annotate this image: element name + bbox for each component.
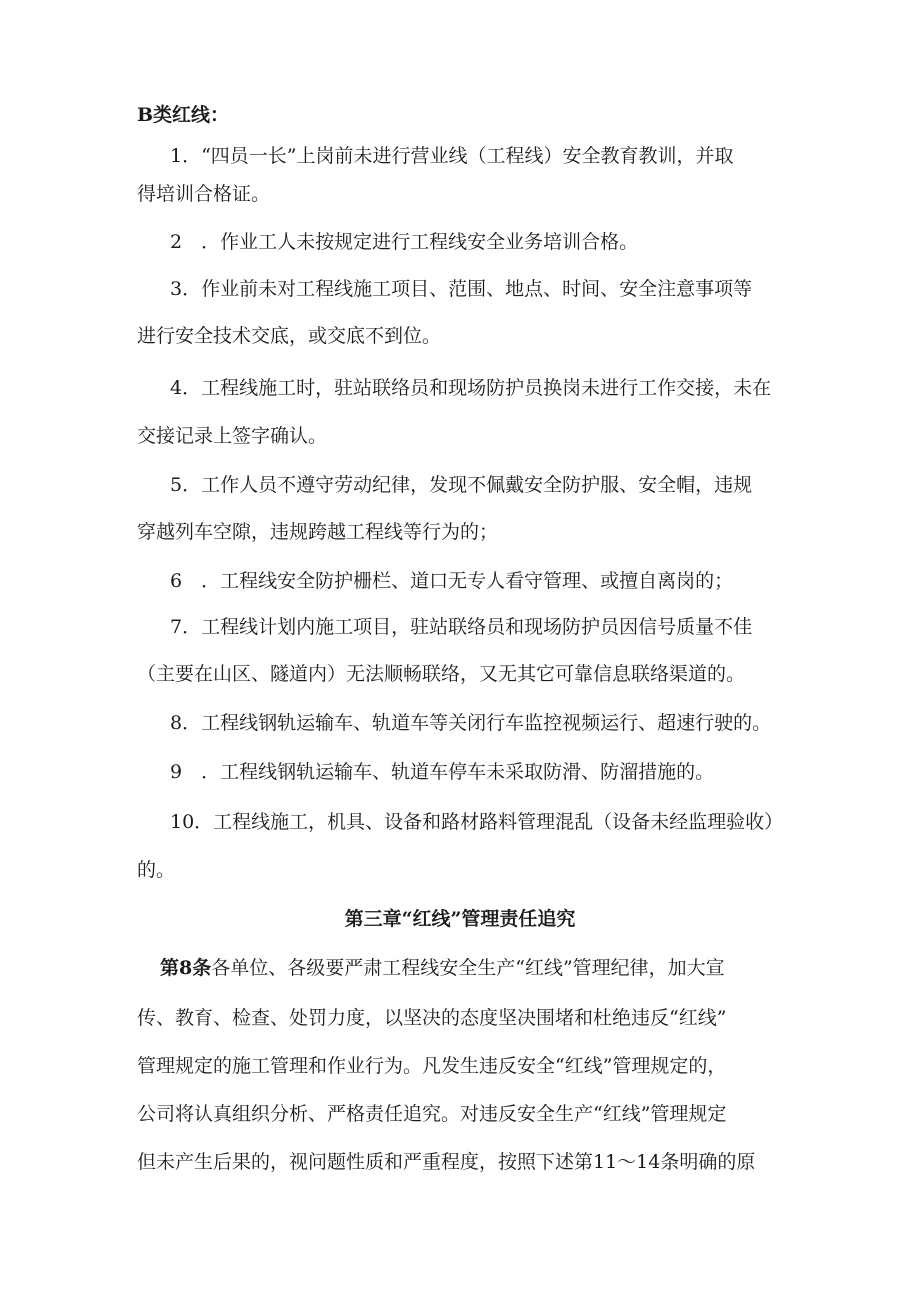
article-8-line-3: 管理规定的施工管理和作业行为。凡发生违反安全“红线”管理规定的， bbox=[137, 1055, 727, 1077]
item-5-line-2: 穿越列车空隙，违规跨越工程线等行为的； bbox=[137, 521, 499, 543]
item-7-line-2: （主要在山区、隧道内）无法顺畅联络，又无其它可靠信息联络渠道的。 bbox=[137, 663, 746, 685]
item-6-line-1: 6 ．工程线安全防护栅栏、道口无专人看守管理、或擅自离岗的； bbox=[170, 570, 734, 592]
chapter-title: 第三章“红线”管理责任追究 bbox=[344, 908, 576, 930]
item-1-line-1: 1．“四员一长”上岗前未进行营业线（工程线）安全教育教训，并取 bbox=[170, 145, 734, 167]
item-9-line-1: 9 ．工程线钢轨运输车、轨道车停车未采取防滑、防溜措施的。 bbox=[170, 761, 715, 783]
article-8-line-2: 传、教育、检查、处罚力度，以坚决的态度坚决围堵和杜绝违反“红线” bbox=[137, 1007, 727, 1029]
item-5-line-1: 5．工作人员不遵守劳动纪律，发现不佩戴安全防护服、安全帽，违规 bbox=[170, 474, 753, 496]
item-4-line-1: 4．工程线施工时，驻站联络员和现场防护员换岗未进行工作交接，未在 bbox=[170, 377, 772, 399]
item-2-line-1: 2 ．作业工人未按规定进行工程线安全业务培训合格。 bbox=[170, 231, 639, 253]
section-b-title: B类红线： bbox=[137, 104, 230, 126]
article-8-line-4: 公司将认真组织分析、严格责任追究。对违反安全生产“红线”管理规定 bbox=[137, 1103, 727, 1125]
article-8-line-5: 但未产生后果的，视问题性质和严重程度，按照下述第11～14条明确的原 bbox=[137, 1151, 756, 1173]
item-8-line-1: 8．工程线钢轨运输车、轨道车等关闭行车监控视频运行、超速行驶的。 bbox=[170, 712, 772, 734]
item-3-line-2: 进行安全技术交底，或交底不到位。 bbox=[137, 325, 442, 347]
item-3-line-1: 3．作业前未对工程线施工项目、范围、地点、时间、安全注意事项等 bbox=[170, 278, 753, 300]
item-7-line-1: 7．工程线计划内施工项目，驻站联络员和现场防护员因信号质量不佳 bbox=[170, 616, 753, 638]
item-10-line-2: 的。 bbox=[137, 859, 176, 881]
article-8-line-1 bbox=[160, 956, 725, 980]
article-8-text: 各单位、各级要严肃工程线安全生产“红线”管理纪律，加大宣 bbox=[211, 957, 725, 979]
item-1-line-2: 得培训合格证。 bbox=[137, 183, 271, 205]
article-8-label: 第8条 bbox=[160, 957, 212, 979]
item-10-line-1: 10．工程线施工，机具、设备和路材路料管理混乱（设备未经监理验收） bbox=[170, 811, 784, 833]
item-4-line-2: 交接记录上签字确认。 bbox=[137, 425, 328, 447]
